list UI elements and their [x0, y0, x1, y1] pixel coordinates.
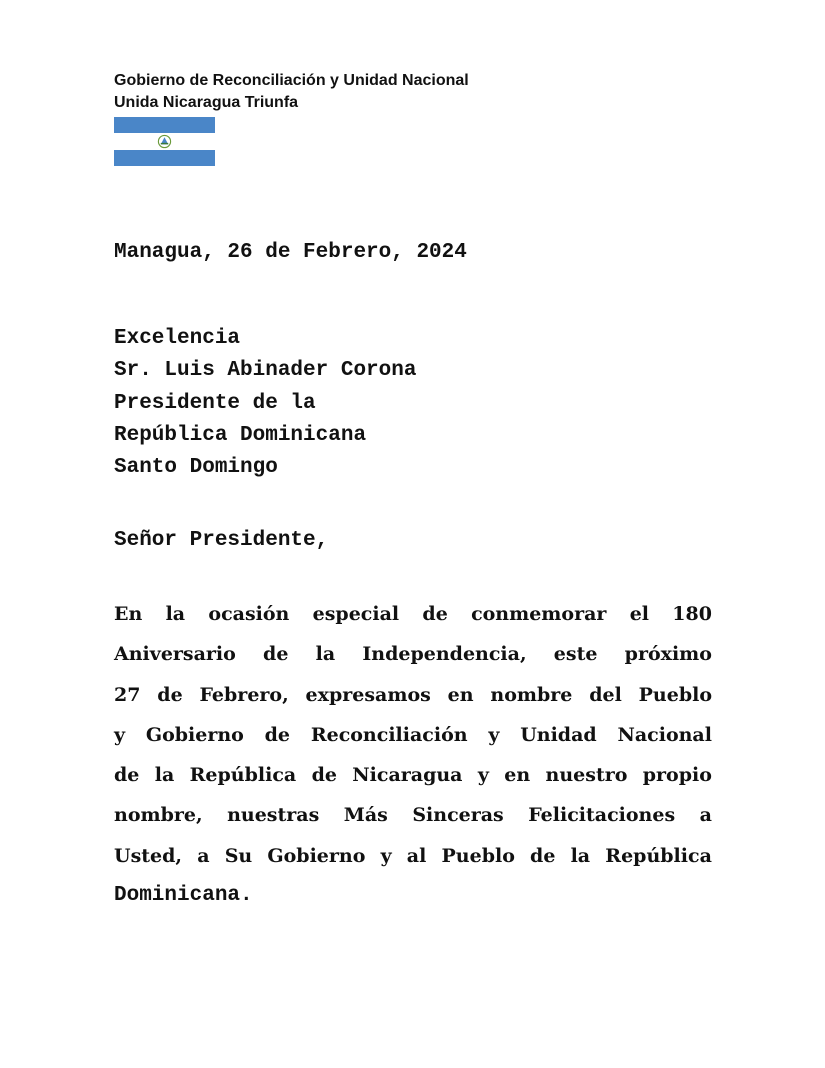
body-word: próximo	[624, 643, 712, 666]
flag-bottom-stripe	[114, 150, 215, 166]
recipient-name: Sr. Luis Abinader Corona	[114, 359, 417, 383]
body-word: Felicitaciones	[528, 804, 676, 827]
body-word: al	[406, 844, 427, 867]
body-word: el	[629, 603, 650, 625]
recipient-block	[114, 325, 416, 486]
body-word: de	[264, 723, 291, 746]
recipient-title: Presidente de la	[114, 391, 316, 415]
body-word: República	[189, 764, 297, 787]
recipient-honorific: Excelencia	[114, 327, 241, 350]
recipient-city: Santo Domingo	[114, 456, 278, 480]
body-word: este	[553, 643, 598, 666]
body-line	[114, 594, 712, 634]
body-word: Febrero,	[199, 683, 289, 706]
coat-of-arms-icon	[157, 134, 172, 149]
letterhead	[114, 70, 469, 114]
body-word: nombre,	[114, 804, 203, 827]
body-word: Pueblo	[638, 683, 712, 706]
salutation: Señor Presidente,	[114, 529, 329, 552]
body-word: y	[488, 723, 500, 746]
body-word: de	[530, 844, 556, 867]
body-word: en	[447, 683, 474, 706]
body-word: República	[605, 844, 712, 867]
body-word: y	[380, 844, 392, 867]
body-line	[114, 675, 712, 715]
body-word: especial	[312, 603, 400, 625]
flag-top-stripe	[114, 117, 215, 133]
body-word: Aniversario	[114, 643, 236, 666]
body-word: y	[114, 723, 126, 746]
body-word: Unidad	[520, 723, 597, 746]
recipient-country: República Dominicana	[114, 423, 367, 447]
body-word: la	[154, 764, 175, 787]
letterhead-government-name: Gobierno de Reconciliación y Unidad Nacional	[114, 72, 469, 89]
body-word: Usted,	[114, 844, 183, 867]
body-word: En	[114, 603, 143, 625]
body-word: la	[165, 603, 186, 625]
body-line	[114, 634, 712, 674]
letter-date: Managua, 26 de Febrero, 2024	[114, 241, 467, 264]
body-last-line: Dominicana.	[114, 884, 253, 908]
body-line	[114, 795, 712, 835]
body-word: 27	[114, 683, 141, 706]
body-word: nombre	[490, 683, 573, 706]
body-word: expresamos	[305, 683, 431, 706]
body-word: de	[311, 764, 337, 787]
body-word: a	[197, 844, 210, 867]
body-word: Más	[343, 804, 388, 827]
nicaragua-flag-icon	[114, 117, 215, 166]
body-word: en	[504, 764, 531, 787]
body-word: del	[589, 683, 622, 706]
body-word: Gobierno	[145, 723, 244, 746]
body-word: Gobierno	[267, 844, 366, 867]
body-word: Independencia,	[362, 643, 527, 666]
body-line	[114, 836, 712, 876]
body-word: y	[477, 764, 489, 787]
body-word: Nacional	[617, 723, 712, 746]
letter-body	[114, 594, 712, 916]
body-line	[114, 715, 712, 755]
body-word: Nicaragua	[352, 764, 463, 787]
body-word: conmemorar	[471, 603, 607, 625]
body-word: a	[699, 804, 712, 827]
body-word: de	[422, 603, 448, 625]
body-word: nuestras	[227, 804, 320, 827]
body-word: la	[315, 643, 336, 666]
body-word: de	[114, 764, 140, 787]
body-word: Pueblo	[441, 844, 515, 867]
body-word: propio	[642, 764, 712, 787]
body-word: ocasión	[208, 603, 290, 625]
body-word: la	[570, 844, 591, 867]
body-word: de	[157, 683, 183, 706]
body-word: Reconciliación	[310, 723, 468, 746]
body-word: nuestro	[545, 764, 628, 787]
body-word: 180	[672, 603, 712, 625]
body-word: Su	[224, 844, 253, 867]
body-word: de	[263, 643, 289, 666]
letterhead-motto: Unida Nicaragua Triunfa	[114, 94, 299, 111]
body-word: Sinceras	[412, 804, 504, 827]
body-line	[114, 755, 712, 795]
